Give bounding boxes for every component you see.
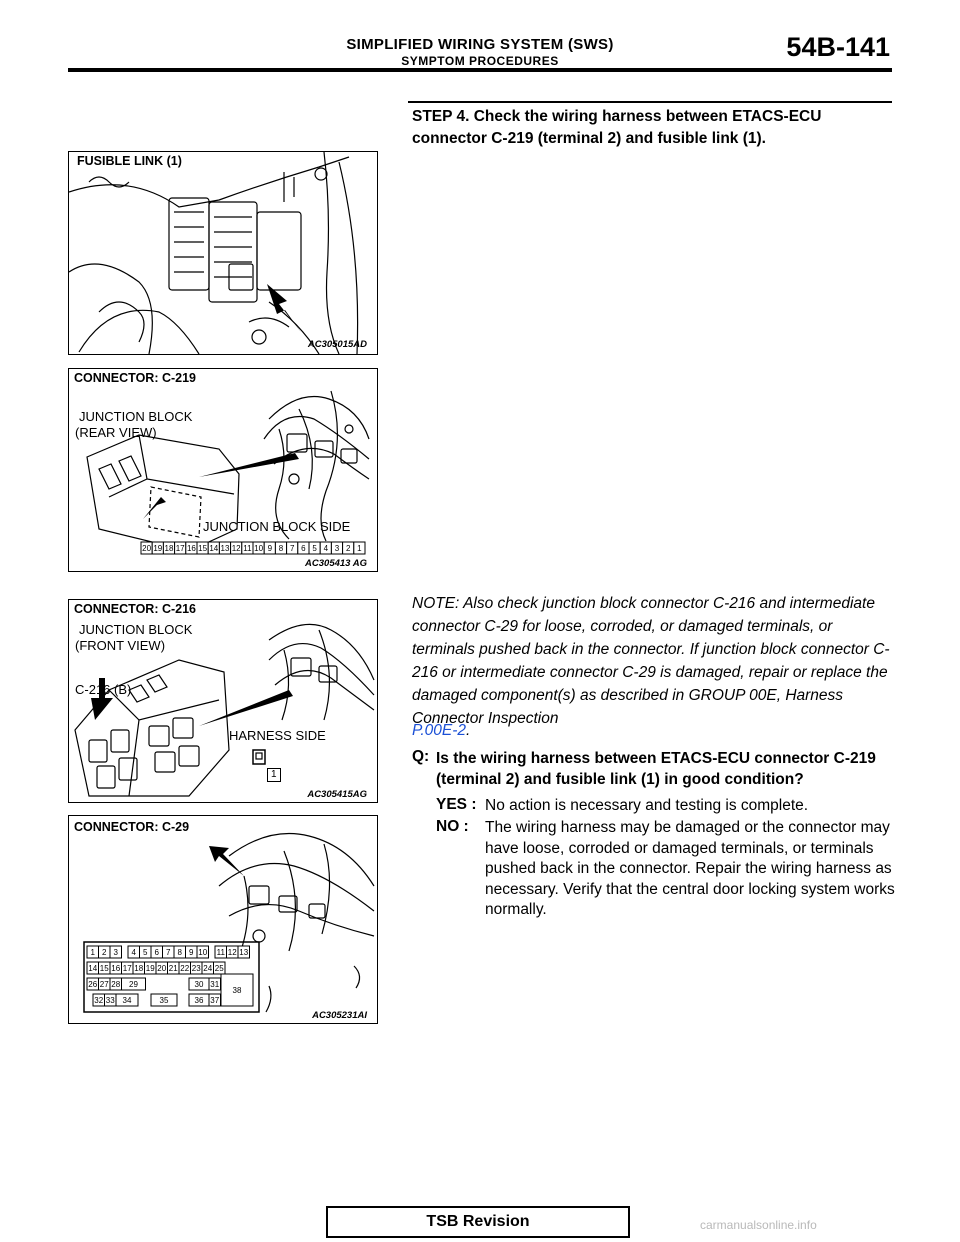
terminal-number: 14 bbox=[209, 544, 219, 553]
terminal-number: 18 bbox=[134, 964, 144, 973]
terminal-number: 23 bbox=[191, 964, 201, 973]
terminal-number: 17 bbox=[175, 544, 185, 553]
terminal-number: 7 bbox=[289, 544, 295, 553]
terminal-number: 9 bbox=[267, 544, 273, 553]
terminal-number: 17 bbox=[122, 964, 132, 973]
terminal-number: 37 bbox=[210, 996, 220, 1005]
terminal-number: 4 bbox=[323, 544, 329, 553]
terminal-number: 5 bbox=[143, 948, 148, 957]
terminal-number: 9 bbox=[189, 948, 194, 957]
figure-code: AC305015AD bbox=[307, 339, 367, 350]
figure-code: AC305415AG bbox=[307, 789, 367, 800]
terminal-number: 13 bbox=[239, 948, 249, 957]
figure-label: CONNECTOR: C-29 bbox=[74, 820, 190, 834]
cross-reference-link[interactable] bbox=[412, 722, 470, 740]
yes-answer: No action is necessary and testing is complete. bbox=[485, 797, 809, 814]
step-heading: STEP 4. Check the wiring harness between ETACS-ECU connector C-219 (terminal 2) and fusible link (1). bbox=[412, 108, 822, 147]
question-text: Is the wiring harness between ETACS-ECU connector C-219 (terminal 2) and fusible link (1) in good condition? bbox=[436, 750, 876, 788]
engine-bay-illustration bbox=[69, 152, 377, 354]
terminal-number: 33 bbox=[105, 996, 115, 1005]
figure-fusible-link bbox=[68, 151, 378, 355]
side-label: HARNESS SIDE bbox=[229, 728, 326, 743]
terminal-number: 21 bbox=[168, 964, 178, 973]
link-suffix: . bbox=[466, 722, 471, 739]
view-label: (REAR VIEW) bbox=[75, 425, 157, 440]
section-title: SIMPLIFIED WIRING SYSTEM (SWS) bbox=[346, 36, 614, 53]
terminal-number: 16 bbox=[186, 544, 196, 553]
terminal-number: 2 bbox=[102, 948, 107, 957]
section-subtitle: SYMPTOM PROCEDURES bbox=[401, 54, 559, 68]
terminal-number: 3 bbox=[113, 948, 118, 957]
step-rule bbox=[408, 101, 892, 103]
terminal-number: 20 bbox=[142, 544, 152, 553]
terminal-number: 10 bbox=[254, 544, 264, 553]
side-label: JUNCTION BLOCK SIDE bbox=[203, 519, 351, 534]
junction-block-illustration bbox=[69, 369, 377, 571]
terminal-number: 7 bbox=[166, 948, 171, 957]
terminal-number: 11 bbox=[243, 544, 252, 553]
connector-terminal-row bbox=[141, 542, 365, 554]
terminal-number: 8 bbox=[278, 544, 284, 553]
terminal-number: 1 bbox=[267, 768, 281, 782]
intermediate-connector-illustration bbox=[69, 816, 377, 1023]
figure-label: FUSIBLE LINK (1) bbox=[74, 154, 185, 168]
terminal-number: 32 bbox=[94, 996, 104, 1005]
terminal-number: 19 bbox=[153, 544, 163, 553]
terminal-number: 27 bbox=[99, 980, 109, 989]
terminal-number: 2 bbox=[345, 544, 351, 553]
terminal-number: 20 bbox=[157, 964, 167, 973]
header-rule bbox=[68, 68, 892, 72]
terminal-number: 5 bbox=[312, 544, 317, 553]
terminal-number: 22 bbox=[180, 964, 190, 973]
terminal-number: 10 bbox=[198, 948, 208, 957]
terminal-number: 28 bbox=[111, 980, 121, 989]
terminal-number: 36 bbox=[194, 996, 204, 1005]
terminal-number: 12 bbox=[227, 948, 237, 957]
terminal-number: 1 bbox=[90, 948, 95, 957]
terminal-number: 15 bbox=[198, 544, 208, 553]
figure-code: AC305413 AG bbox=[305, 558, 367, 569]
terminal-number: 38 bbox=[232, 986, 242, 995]
terminal-number: 29 bbox=[129, 980, 138, 989]
view-label: JUNCTION BLOCK bbox=[79, 622, 193, 637]
page-number: 54B-141 bbox=[786, 32, 890, 62]
view-label: (FRONT VIEW) bbox=[75, 638, 166, 653]
terminal-number: 13 bbox=[220, 544, 230, 553]
note-text: NOTE: Also check junction block connector C-216 and intermediate connector C-29 for loose, corroded, or damaged terminals, or terminals pushed back in the connector. If junction block connector C-216 or intermediate connector C-29 is damaged, repair or replace the damaged component(s) as described in GROUP 00E, Harness Connector Inspection bbox=[412, 595, 890, 727]
watermark: carmanualsonline.info bbox=[700, 1218, 817, 1232]
no-answer: The wiring harness may be damaged or the connector may have loose, corroded or damaged terminals, or terminals pushed back in the connector. Repair the wiring harness as necessary. Verify that the central door locking system works normally. bbox=[485, 819, 895, 918]
yes-label: YES : bbox=[436, 796, 477, 813]
figure-connector-c219 bbox=[68, 368, 378, 572]
no-label: NO : bbox=[436, 818, 469, 835]
figure-code: AC305231AI bbox=[312, 1010, 367, 1021]
terminal-number: 11 bbox=[216, 948, 225, 957]
terminal-number: 6 bbox=[301, 544, 306, 553]
terminal-number: 19 bbox=[145, 964, 155, 973]
terminal-number: 16 bbox=[111, 964, 121, 973]
terminal-number: 24 bbox=[203, 964, 213, 973]
tsb-revision-box: TSB Revision bbox=[326, 1206, 630, 1238]
terminal-number: 31 bbox=[210, 980, 220, 989]
terminal-number: 8 bbox=[177, 948, 182, 957]
terminal-number: 1 bbox=[357, 544, 362, 553]
terminal-number: 26 bbox=[88, 980, 98, 989]
terminal-number: 35 bbox=[159, 996, 169, 1005]
figure-label: CONNECTOR: C-216 bbox=[74, 602, 197, 616]
terminal-number: 14 bbox=[88, 964, 98, 973]
question-label: Q: bbox=[412, 748, 430, 765]
figure-connector-c29 bbox=[68, 815, 378, 1024]
terminal-number: 18 bbox=[164, 544, 174, 553]
callout-label: C-216 (B) bbox=[75, 682, 132, 697]
terminal-number: 4 bbox=[131, 948, 136, 957]
terminal-number: 34 bbox=[122, 996, 132, 1005]
terminal-number: 3 bbox=[334, 544, 340, 553]
terminal-number: 30 bbox=[194, 980, 204, 989]
terminal-number: 12 bbox=[231, 544, 241, 553]
link-text[interactable]: P.00E-2 bbox=[412, 722, 467, 739]
connector-terminal-grid bbox=[87, 946, 253, 1006]
view-label: JUNCTION BLOCK bbox=[79, 409, 193, 424]
terminal-number: 25 bbox=[214, 964, 224, 973]
terminal-number: 15 bbox=[99, 964, 109, 973]
figure-label: CONNECTOR: C-219 bbox=[74, 371, 197, 385]
terminal-number: 6 bbox=[154, 948, 159, 957]
figure-connector-c216 bbox=[68, 599, 378, 803]
